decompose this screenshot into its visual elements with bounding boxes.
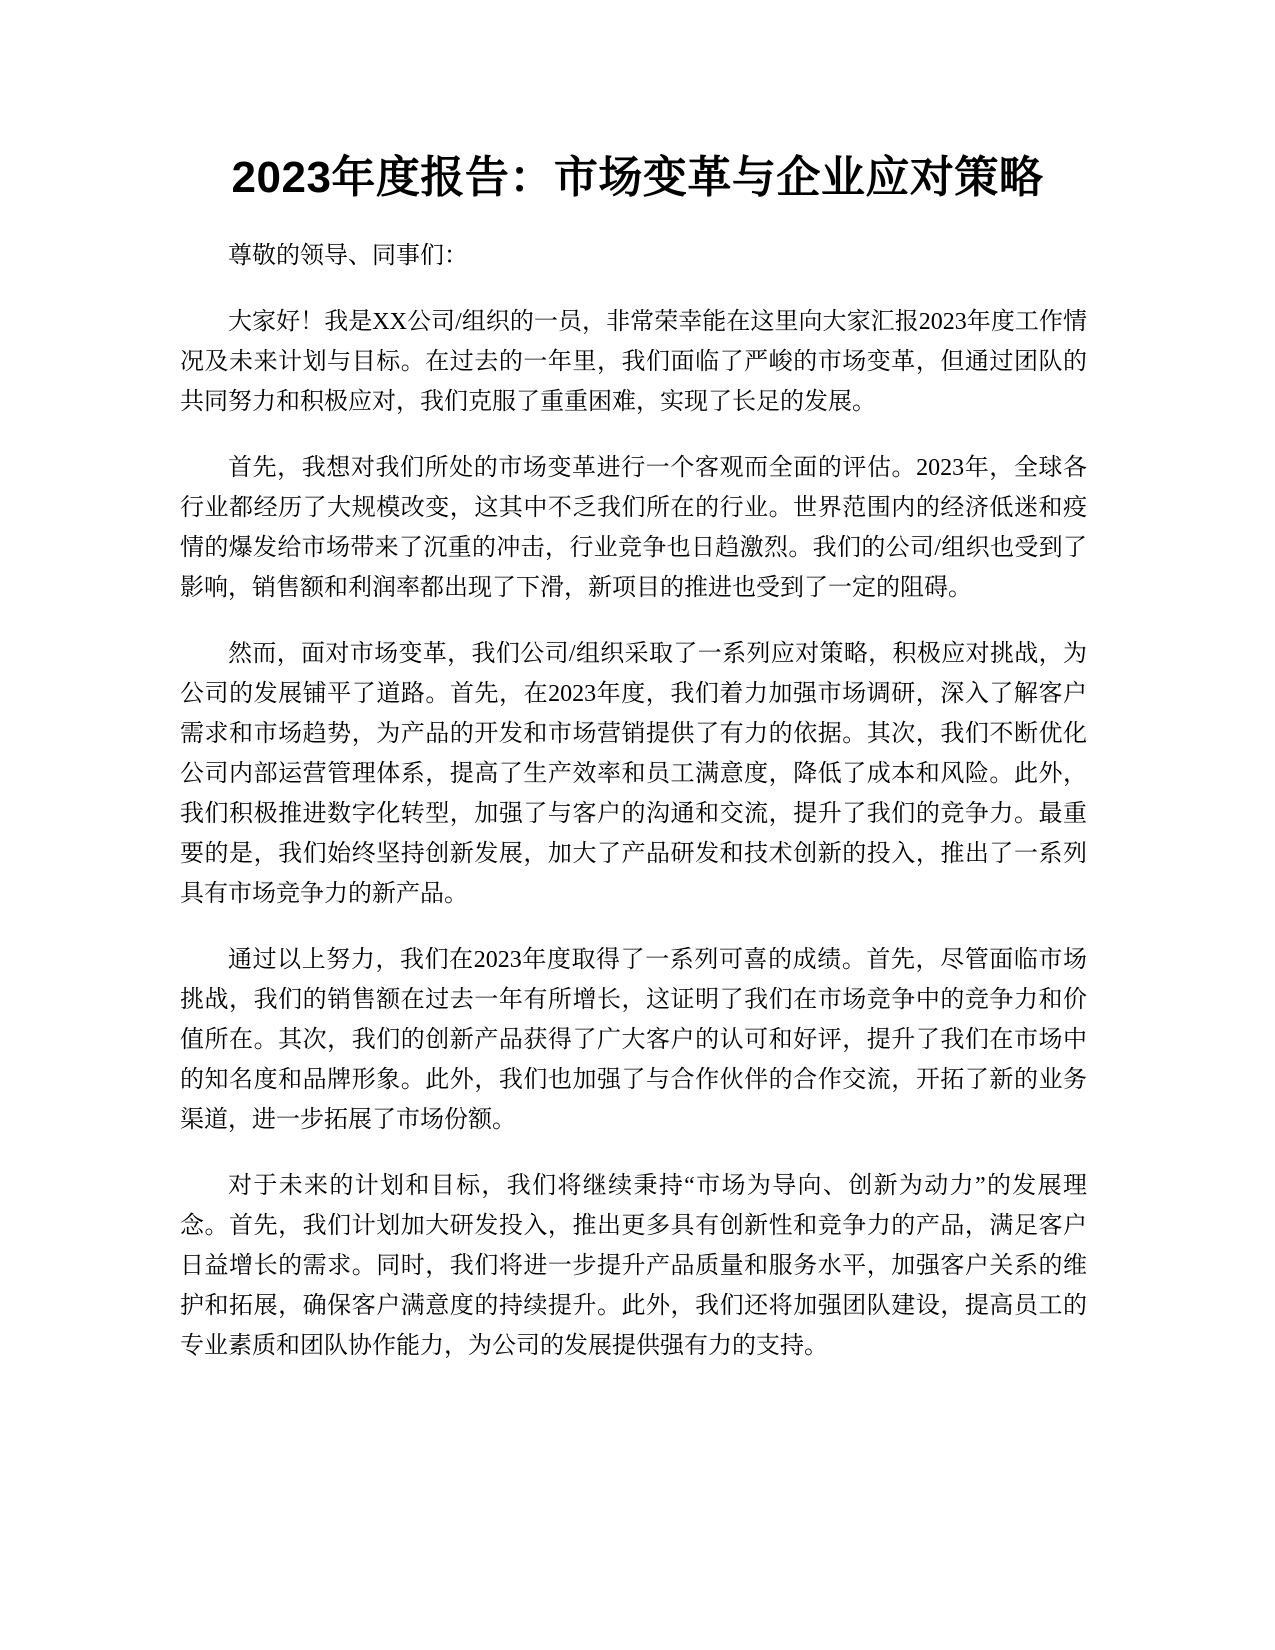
body-paragraph: 大家好！我是XX公司/组织的一员，非常荣幸能在这里向大家汇报2023年度工作情况及未来计划与目标。在过去的一年里，我们面临了严峻的市场变革，但通过团队的共同努力和积极应对，我们克服了重重困难，实现了长足的发展。 <box>180 309 1087 415</box>
body-paragraph: 首先，我想对我们所处的市场变革进行一个客观而全面的评估。2023年，全球各行业都经历了大规模改变，这其中不乏我们所在的行业。世界范围内的经济低迷和疫情的爆发给市场带来了沉重的冲击，行业竞争也日趋激烈。我们的公司/组织也受到了影响，销售额和利润率都出现了下滑，新项目的推进也受到了一定的阻碍。 <box>180 455 1087 601</box>
document-title: 2023年度报告：市场变革与企业应对策略 <box>231 153 1044 202</box>
salutation-paragraph: 尊敬的领导、同事们： <box>228 243 468 269</box>
body-paragraph: 对于未来的计划和目标，我们将继续秉持“市场为导向、创新为动力”的发展理念。首先，我们计划加大研发投入，推出更多具有创新性和竞争力的产品，满足客户日益增长的需求。同时，我们将进一步提升产品质量和服务水平，加强客户关系的维护和拓展，确保客户满意度的持续提升。此外，我们还将加强团队建设，提高员工的专业素质和团队协作能力，为公司的发展提供强有力的支持。 <box>180 1173 1087 1359</box>
document-body <box>180 236 1087 1392</box>
body-paragraph: 通过以上努力，我们在2023年度取得了一系列可喜的成绩。首先，尽管面临市场挑战，我们的销售额在过去一年有所增长，这证明了我们在市场竞争中的竞争力和价值所在。其次，我们的创新产品获得了广大客户的认可和好评，提升了我们在市场中的知名度和品牌形象。此外，我们也加强了与合作伙伴的合作交流，开拓了新的业务渠道，进一步拓展了市场份额。 <box>180 947 1087 1133</box>
body-paragraph: 然而，面对市场变革，我们公司/组织采取了一系列应对策略，积极应对挑战，为公司的发展铺平了道路。首先，在2023年度，我们着力加强市场调研，深入了解客户需求和市场趋势，为产品的开发和市场营销提供了有力的依据。其次，我们不断优化公司内部运营管理体系，提高了生产效率和员工满意度，降低了成本和风险。此外，我们积极推进数字化转型，加强了与客户的沟通和交流，提升了我们的竞争力。最重要的是，我们始终坚持创新发展，加大了产品研发和技术创新的投入，推出了一系列具有市场竞争力的新产品。 <box>180 641 1087 907</box>
